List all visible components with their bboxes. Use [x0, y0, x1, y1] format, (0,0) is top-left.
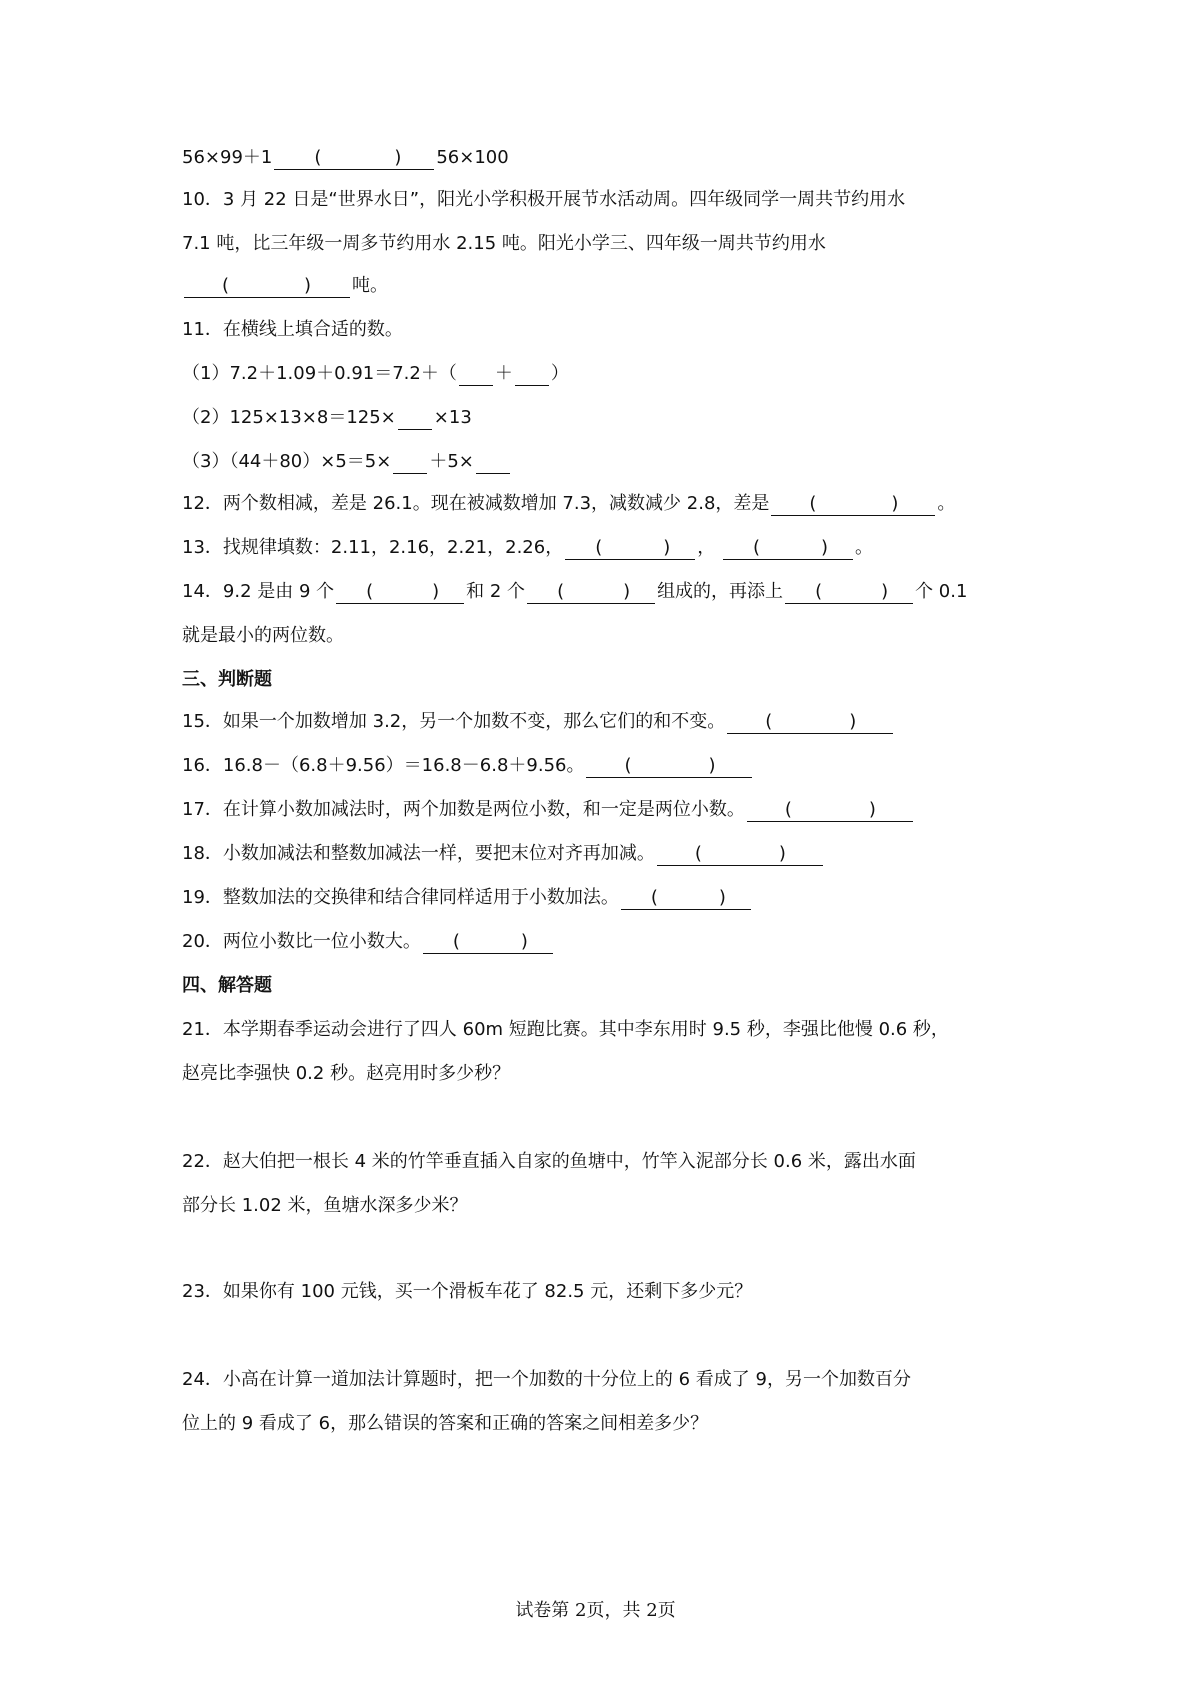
answer-blank[interactable]: ( )	[747, 799, 913, 822]
question-11-3: （3）（44＋80）×5＝5× ＋5×	[182, 450, 512, 474]
question-22-line-1: 22．赵大伯把一根长 4 米的竹竿垂直插入自家的鱼塘中，竹竿入泥部分长 0.6 米，露出水面	[182, 1151, 916, 1172]
question-10-line-2: 7.1 吨，比三年级一周多节约用水 2.15 吨。阳光小学三、四年级一周共节约用水	[182, 233, 826, 254]
answer-blank[interactable]: ( )	[586, 755, 752, 778]
answer-blank[interactable]: ( )	[621, 887, 751, 910]
answer-blank[interactable]: ( )	[527, 581, 655, 604]
question-22-line-2: 部分长 1.02 米，鱼塘水深多少米？	[182, 1195, 468, 1216]
question-10-line-1: 10．3 月 22 日是“世界水日”，阳光小学积极开展节水活动周。四年级同学一周共节约用水	[182, 189, 906, 210]
answer-blank[interactable]: ( )	[785, 581, 913, 604]
question-11-2: （2）125×13×8＝125× ×13	[182, 407, 472, 428]
question-11-1: （1）7.2＋1.09＋0.91＝7.2＋（ ＋ ）	[182, 363, 569, 384]
section-solve-heading: 四、解答题	[182, 975, 272, 996]
question-14-line-1: 14．9.2 是由 9 个 ( ) 和 2 个 ( ) 组成的，再添上 ( ) 个 0.1	[182, 581, 968, 602]
question-24-line-1: 24．小高在计算一道加法计算题时，把一个加数的十分位上的 6 看成了 9，另一个加数百分	[182, 1369, 911, 1390]
question-23: 23．如果你有 100 元钱，买一个滑板车花了 82.5 元，还剩下多少元？	[182, 1281, 753, 1302]
answer-blank[interactable]: ( )	[727, 711, 893, 734]
answer-blank[interactable]: ( )	[423, 931, 553, 954]
answer-blank[interactable]	[515, 365, 549, 386]
question-17: 17．在计算小数加减法时，两个加数是两位小数，和一定是两位小数。 ( )	[182, 798, 915, 822]
question-9-line: 56×99＋1 ( ) 56×100	[182, 147, 509, 168]
question-15: 15．如果一个加数增加 3.2，另一个加数不变，那么它们的和不变。 ( )	[182, 710, 895, 734]
question-14-line-2: 就是最小的两位数。	[182, 625, 344, 646]
answer-blank[interactable]: ( )	[565, 537, 695, 560]
answer-blank[interactable]	[398, 409, 432, 430]
question-11: 11．在横线上填合适的数。	[182, 319, 403, 340]
question-13: 13．找规律填数：2.11，2.16，2.21，2.26， ( ) ， ( ) 。	[182, 537, 873, 558]
answer-blank[interactable]: ( )	[274, 147, 434, 170]
answer-blank[interactable]	[393, 453, 427, 474]
question-12: 12．两个数相减，差是 26.1。现在被减数增加 7.3，减数减少 2.8，差是 ( ) 。	[182, 493, 956, 514]
answer-blank[interactable]: ( )	[723, 537, 853, 560]
section-judgement-heading: 三、判断题	[182, 669, 272, 690]
question-21-line-2: 赵亮比李强快 0.2 秒。赵亮用时多少秒？	[182, 1063, 511, 1084]
question-24-line-2: 位上的 9 看成了 6，那么错误的答案和正确的答案之间相差多少？	[182, 1413, 709, 1434]
answer-blank[interactable]: ( )	[657, 843, 823, 866]
question-21-line-1: 21．本学期春季运动会进行了四人 60m 短跑比赛。其中李东用时 9.5 秒，李强比他慢 0.6 秒，	[182, 1019, 949, 1040]
answer-blank[interactable]	[459, 365, 493, 386]
question-10-line-3: ( ) 吨。	[182, 274, 388, 298]
question-16: 16．16.8－（6.8＋9.56）＝16.8－6.8＋9.56。 ( )	[182, 754, 754, 778]
answer-blank[interactable]	[476, 453, 510, 474]
answer-blank[interactable]: ( )	[771, 493, 935, 516]
answer-blank[interactable]: ( )	[336, 581, 464, 604]
answer-blank[interactable]: ( )	[184, 275, 350, 298]
page-footer: 试卷第 2页，共 2页	[515, 1600, 676, 1621]
question-19: 19．整数加法的交换律和结合律同样适用于小数加法。 ( )	[182, 886, 753, 910]
question-20: 20．两位小数比一位小数大。 ( )	[182, 930, 555, 954]
question-18: 18．小数加减法和整数加减法一样，要把末位对齐再加减。 ( )	[182, 842, 825, 866]
